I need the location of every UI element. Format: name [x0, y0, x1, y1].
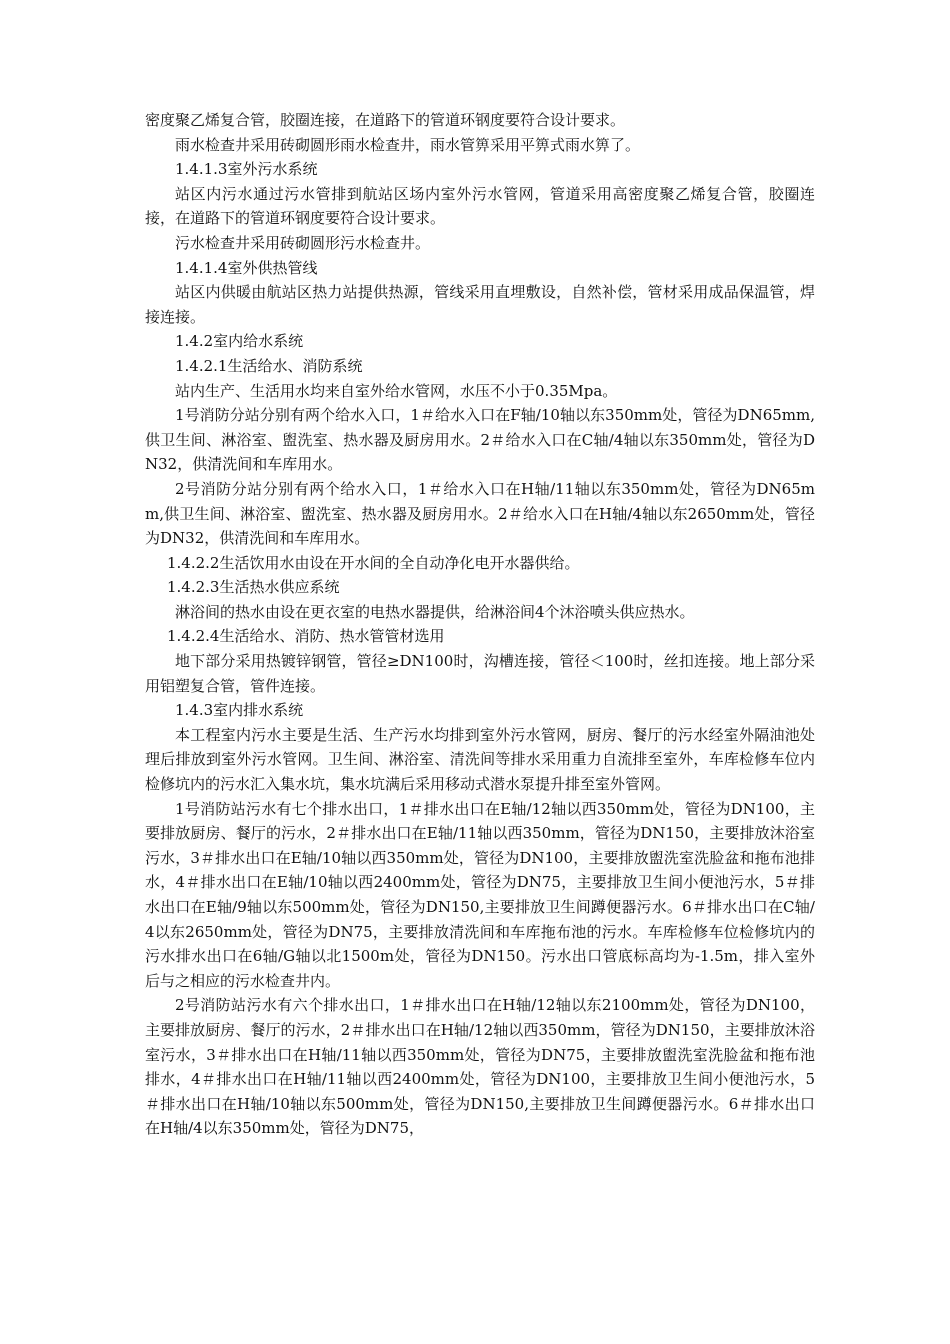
paragraph-20: 1号消防站污水有七个排水出口，1＃排水出口在E轴/12轴以西350mm处，管径为DN100，主要排放厨房、餐厅的污水，2＃排水出口在E轴/11轴以西350mm，管径为DN150，主要排放沐浴室污水，3＃排水出口在E轴/10轴以西350mm处，管径为DN100，主要排放盥洗室洗脸盆和拖布池排水，4＃排水出口在E轴/10轴以西2400mm处，管径为DN75，主要排放卫生间小便池污水，5＃排水出口在E轴/9轴以东500mm处，管径为DN150,主要排放卫生间蹲便器污水。6＃排水出口在C轴/4以东2650mm处，管径为DN75，主要排放清洗间和车库拖布池的污水。车库检修车位检修坑内的污水排水出口在6轴/G轴以北1500m处，管径为DN150。污水出口管底标高均为-1.5m，排入室外后与之相应的污水检查井内。 [145, 799, 815, 990]
section-heading-1-4-2: 1.4.2室内给水系统 [175, 332, 304, 351]
paragraph-12: 2号消防分站分别有两个给水入口，1＃给水入口在H轴/11轴以东350mm处，管径为DN65mm,供卫生间、淋浴室、盥洗室、热水器及厨房用水。2＃给水入口在H轴/4轴以东2650mm处，管径为DN32，供清洗间和车库用水。 [145, 479, 815, 548]
paragraph-10: 站内生产、生活用水均来自室外给水管网，水压不小于0.35Mpa。 [175, 381, 618, 400]
paragraph-4: 站区内污水通过污水管排到航站区场内室外污水管网，管道采用高密度聚乙烯复合管，胶圈连接，在道路下的管道环钢度要符合设计要求。 [145, 184, 815, 228]
section-heading-1-4-3: 1.4.3室内排水系统 [175, 701, 304, 720]
paragraph-21: 2号消防站污水有六个排水出口，1＃排水出口在H轴/12轴以东2100mm处，管径为DN100，主要排放厨房、餐厅的污水，2＃排水出口在H轴/12轴以西350mm，管径为DN150，主要排放沐浴室污水，3＃排水出口在H轴/11轴以西350mm处，管径为DN75，主要排放盥洗室洗脸盆和拖布池排水，4＃排水出口在H轴/11轴以西2400mm处，管径为DN100，主要排放卫生间小便池污水，5＃排水出口在H轴/10轴以东500mm处，管径为DN150,主要排放卫生间蹲便器污水。6＃排水出口在H轴/4以东350mm处，管径为DN75， [145, 996, 815, 1138]
section-heading-1-4-1-3: 1.4.1.3室外污水系统 [175, 160, 318, 179]
paragraph-17: 地下部分采用热镀锌钢管，管径≥DN100时，沟槽连接，管径＜100时，丝扣连接。地上部分采用铝塑复合管，管件连接。 [145, 652, 815, 695]
section-heading-1-4-2-3: 1.4.2.3生活热水供应系统 [167, 578, 340, 597]
section-heading-1-4-1-4: 1.4.1.4室外供热管线 [175, 258, 318, 277]
paragraph-1: 密度聚乙烯复合管，胶圈连接，在道路下的管道环钢度要符合设计要求。 [145, 111, 626, 129]
paragraph-2: 雨水检查井采用砖砌圆形雨水检查井，雨水管箅采用平箅式雨水箅了。 [175, 135, 641, 154]
section-heading-1-4-2-1: 1.4.2.1生活给水、消防系统 [175, 356, 363, 375]
paragraph-15: 淋浴间的热水由设在更衣室的电热水器提供，给淋浴间4个沐浴喷头供应热水。 [175, 602, 695, 621]
paragraph-5: 污水检查井采用砖砌圆形污水检查井。 [175, 233, 431, 252]
paragraph-19: 本工程室内污水主要是生活、生产污水均排到室外污水管网，厨房、餐厅的污水经室外隔油池处理后排放到室外污水管网。卫生间、淋浴室、清洗间等排水采用重力自流排至室外，车库检修车位内检修坑内的污水汇入集水坑，集水坑满后采用移动式潜水泵提升排至室外管网。 [145, 725, 815, 794]
paragraph-11: 1号消防分站分别有两个给水入口，1＃给水入口在F轴/10轴以东350mm处，管径为DN65mm,供卫生间、淋浴室、盥洗室、热水器及厨房用水。2＃给水入口在C轴/4轴以东350mm处，管径为DN32，供清洗间和车库用水。 [145, 406, 815, 474]
section-heading-1-4-2-4: 1.4.2.4生活给水、消防、热水管管材选用 [167, 627, 445, 646]
section-heading-1-4-2-2: 1.4.2.2生活饮用水由设在开水间的全自动净化电开水器供给。 [167, 553, 580, 572]
document-body [145, 108, 815, 1141]
paragraph-7: 站区内供暖由航站区热力站提供热源，管线采用直埋敷设，自然补偿，管材采用成品保温管，焊接连接。 [145, 283, 815, 326]
